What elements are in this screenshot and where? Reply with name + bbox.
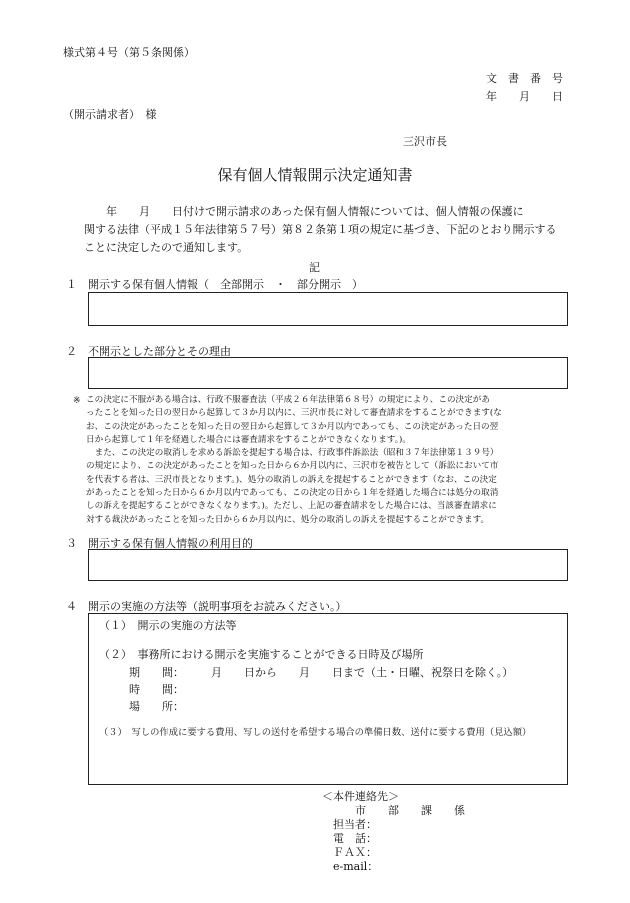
notice-line: ったことを知った日の翌日から起算して３か月以内に、三沢市長に対して審査請求をすることができます(な [86, 408, 502, 419]
form-number: 様式第４号（第５条関係） [63, 46, 195, 59]
notice-mark: ※ [73, 396, 81, 406]
notice-line: 日から起算して１年を経過した場合には審査請求をすることができなくなります。)。 [86, 434, 411, 445]
notice-line: しの訴えを提起することができなくなります。)。ただし、上記の審査請求をした場合には、当該審査請求に [86, 501, 497, 512]
place-label: 場 所： [129, 700, 184, 713]
section1-field[interactable] [88, 292, 568, 326]
section4-box [88, 613, 568, 785]
ki-mark: 記 [309, 261, 320, 274]
section4-item2: （２） 事務所における開示を実施することができる日時及び場所 [99, 648, 424, 661]
notice-line: また、この決定の取消しを求める訴訟を提起する場合は、行政事件訴訟法（昭和３７年法律第１３９号） [86, 448, 499, 459]
body-line-1: 年 月 日付けで開示請求のあった保有個人情報については、個人情報の保護に [84, 205, 524, 218]
contact-person-label: 担当者： [333, 818, 377, 831]
notice-text [86, 394, 576, 527]
section4-label: ４ 開示の実施の方法等（説明事項をお読みください。） [66, 600, 347, 613]
issuer: 三沢市長 [403, 135, 447, 148]
body-line-3: ことに決定したので通知します。 [84, 241, 249, 254]
notice-line: の規定により、この決定があったことを知った日から６か月以内に、三沢市を被告として（訴訟において市 [86, 461, 499, 472]
section3-field[interactable] [88, 549, 568, 581]
section4-item3: （３） 写しの作成に要する費用、写しの送付を希望する場合の準備日数、送付に要する費用（見込額） [99, 727, 532, 738]
recipient: （開示請求者） 様 [63, 108, 157, 121]
contact-phone-label: 電 話： [333, 832, 377, 845]
notice-line: を代表する者は、三沢市長となります。)、処分の取消しの訴えを提起することができます（なお、この決定 [86, 474, 497, 485]
section3-label: ３ 開示する保有個人情報の利用目的 [66, 537, 253, 550]
issue-date: 年 月 日 [486, 90, 563, 103]
period-value[interactable]: 月 日から 月 日まで（土・日曜、祝祭日を除く。） [211, 666, 514, 679]
document-number: 文 書 番 号 [486, 72, 563, 85]
notice-line: この決定に不服がある場合は、行政不服審査法（平成２６年法律第６８号）の規定により、この決定があ [86, 395, 490, 405]
contact-dept: 市 部 課 係 [355, 804, 465, 817]
section2-field[interactable] [88, 357, 568, 389]
notice-line: があったことを知った日から６か月以内であっても、この決定の日から１年を経過した場合には処分の取消 [86, 488, 499, 499]
contact-heading: ＜本件連絡先＞ [322, 790, 399, 803]
contact-email-label: e-mail： [333, 860, 379, 873]
page-title: 保有個人情報開示決定通知書 [217, 166, 413, 184]
period-label: 期 間： [129, 666, 184, 679]
notice-line: 対する裁決があったことを知った日から６か月以内に、処分の取消しの訴えを提起することができます。 [86, 514, 490, 525]
section2-label: ２ 不開示とした部分とその理由 [66, 345, 231, 358]
section4-item1: （１） 開示の実施の方法等 [99, 619, 237, 632]
time-label: 時 間： [129, 683, 184, 696]
body-line-2: 関する法律（平成１５年法律第５７号）第８２条第１項の規定に基づき、下記のとおり開示する [84, 223, 557, 236]
contact-fax-label: ＦＡＸ： [333, 846, 377, 859]
notice-line: お、この決定があったことを知った日の翌日から起算して３か月以内であっても、この決定があった日の翌 [86, 421, 499, 432]
section1-label: １ 開示する保有個人情報（ 全部開示 ・ 部分開示 ） [66, 278, 363, 291]
